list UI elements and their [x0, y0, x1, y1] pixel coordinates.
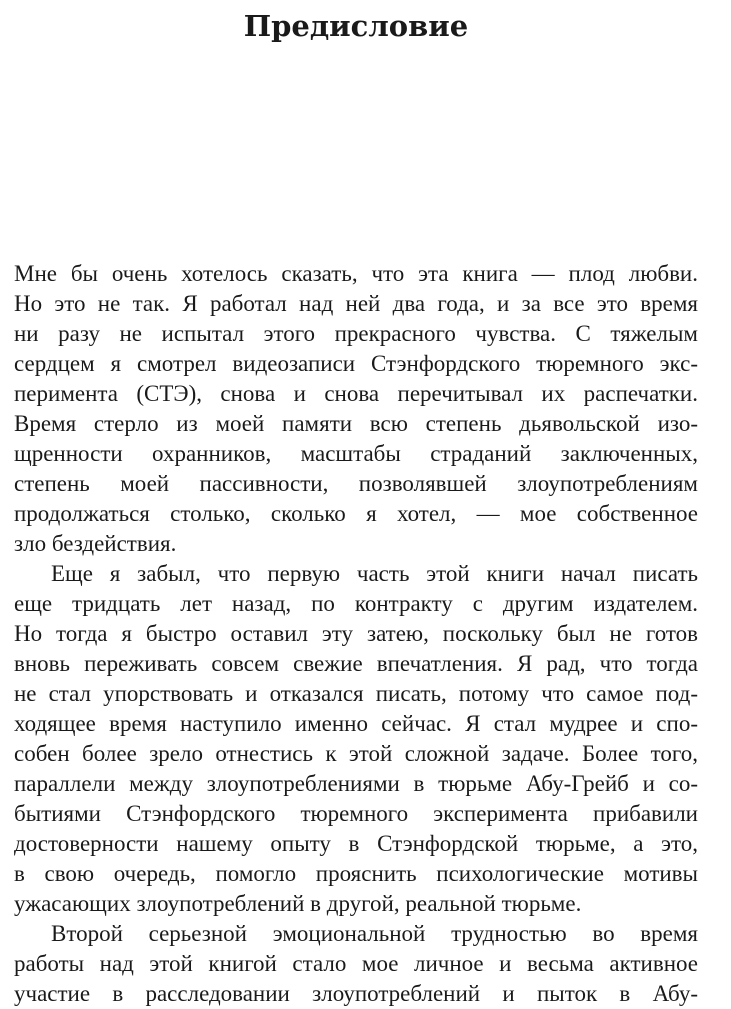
text-line: Но тогда я быстро оставил эту затею, поскольку был не готов: [14, 621, 698, 646]
text-line: щренности охранников, масштабы страданий заключенных,: [14, 441, 698, 466]
text-line: параллели между злоупотреблениями в тюрьме Абу-Грейб и со-: [14, 771, 698, 796]
text-line: ужасающих злоупотреблений в другой, реальной тюрьме.: [14, 891, 582, 916]
text-line: в свою очередь, помогло прояснить психологические мотивы: [14, 861, 698, 886]
text-line: участие в расследовании злоупотреблений и пыток в Абу-: [14, 981, 698, 1006]
text-line: Мне бы очень хотелось сказать, что эта книга — плод любви.: [14, 261, 698, 286]
text-line: перимента (СТЭ), снова и снова перечитывал их распечатки.: [14, 381, 698, 406]
text-line: еще тридцать лет назад, по контракту с другим издателем.: [14, 591, 698, 616]
text-line: ни разу не испытал этого прекрасного чувства. С тяжелым: [14, 321, 698, 346]
chapter-title: Предисловие: [243, 9, 469, 43]
body-text: [14, 259, 698, 1009]
text-line: бытиями Стэнфордского тюремного эксперимента прибавили: [14, 801, 698, 826]
text-line: собен более зрело отнестись к этой сложной задаче. Более того,: [14, 741, 698, 766]
text-line: Время стерло из моей памяти всю степень дьявольской изо-: [14, 411, 698, 436]
text-line: Второй серьезной эмоциональной трудностью во время: [51, 921, 698, 946]
paragraph-2: [14, 559, 698, 919]
paragraph-1: [14, 259, 698, 559]
text-line: вновь переживать совсем свежие впечатления. Я рад, что тогда: [14, 651, 698, 676]
paragraph-3: [14, 919, 698, 1009]
text-line: не стал упорствовать и отказался писать, потому что самое под-: [14, 681, 698, 706]
text-line: достоверности нашему опыту в Стэнфордской тюрьме, а это,: [14, 831, 698, 856]
text-line: сердцем я смотрел видеозаписи Стэнфордского тюремного экс-: [14, 351, 698, 376]
text-line: продолжаться столько, сколько я хотел, — мое собственное: [14, 501, 698, 526]
text-line: ходящее время наступило именно сейчас. Я стал мудрее и спо-: [14, 711, 698, 736]
text-line: Но это не так. Я работал над ней два года, и за все это время: [14, 291, 698, 316]
text-line: работы над этой книгой стало мое личное и весьма активное: [14, 951, 698, 976]
text-line: Еще я забыл, что первую часть этой книги начал писать: [51, 561, 698, 586]
text-line: зло бездействия.: [14, 531, 177, 556]
text-line: степень моей пассивности, позволявшей злоупотреблениям: [14, 471, 698, 496]
